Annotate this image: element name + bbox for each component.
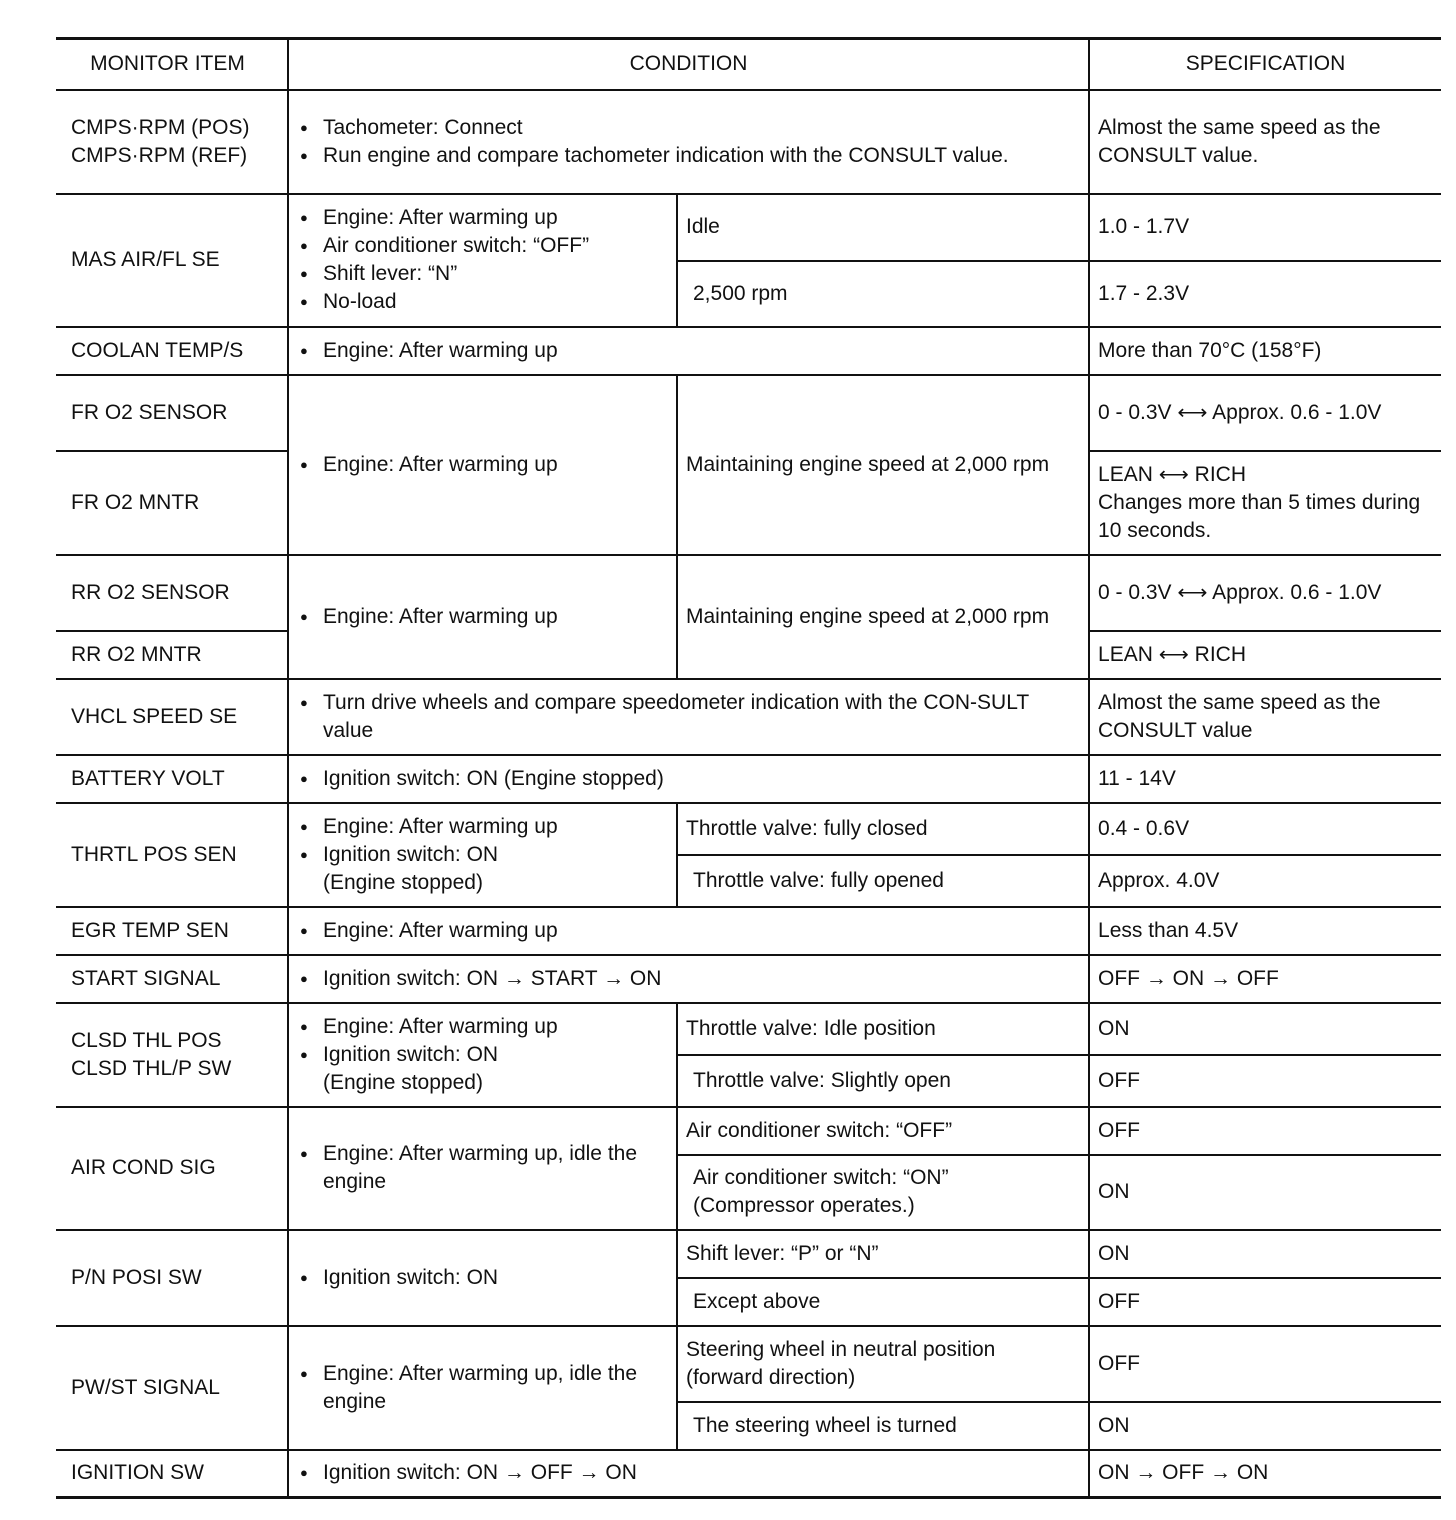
table-row bbox=[56, 1003, 1441, 1055]
monitor-item: IGNITION SW bbox=[56, 1450, 288, 1498]
monitor-item: CMPS·RPM (POS) CMPS·RPM (REF) bbox=[56, 90, 288, 194]
specification-cell: OFF bbox=[1089, 1278, 1441, 1326]
condition-bullet: ● Shift lever: “N” bbox=[297, 260, 668, 288]
specification-cell: 0.4 - 0.6V bbox=[1089, 803, 1441, 855]
monitor-item: CLSD THL POS CLSD THL/P SW bbox=[56, 1003, 288, 1107]
table-row bbox=[56, 375, 1441, 451]
condition-bullet: ● Engine: After warming up bbox=[297, 917, 1080, 945]
header-row bbox=[56, 39, 1441, 90]
sub-condition-cell: Throttle valve: fully opened bbox=[677, 855, 1089, 907]
table-row bbox=[56, 907, 1441, 955]
monitor-item: COOLAN TEMP/S bbox=[56, 327, 288, 375]
table-row bbox=[56, 679, 1441, 755]
specification-cell: OFF bbox=[1089, 1326, 1441, 1402]
condition-bullet: ● Engine: After warming up, idle the engine bbox=[297, 1360, 668, 1416]
sub-condition-cell: Throttle valve: Slightly open bbox=[677, 1055, 1089, 1107]
specification-cell: OFF bbox=[1089, 1107, 1441, 1155]
sub-condition-cell: Except above bbox=[677, 1278, 1089, 1326]
table-row bbox=[56, 1107, 1441, 1155]
sub-condition-cell: Throttle valve: fully closed bbox=[677, 803, 1089, 855]
condition-bullet: ● Ignition switch: ON → START → ON bbox=[297, 965, 1080, 993]
table-row bbox=[56, 1326, 1441, 1402]
sub-condition-cell: Throttle valve: Idle position bbox=[677, 1003, 1089, 1055]
sub-condition-cell: The steering wheel is turned bbox=[677, 1402, 1089, 1450]
monitor-spec-table bbox=[56, 37, 1441, 1499]
condition-bullet: ● Engine: After warming up bbox=[297, 813, 668, 841]
condition-cell bbox=[288, 327, 1089, 375]
sub-condition-cell: Idle bbox=[677, 194, 1089, 261]
monitor-item: BATTERY VOLT bbox=[56, 755, 288, 803]
condition-bullet: ● Engine: After warming up, idle the engine bbox=[297, 1140, 668, 1196]
condition-bullet: ● No-load bbox=[297, 288, 668, 316]
condition-bullet: ● Ignition switch: ON (Engine stopped) bbox=[297, 1041, 668, 1097]
condition-cell bbox=[288, 1003, 677, 1107]
condition-cell bbox=[288, 907, 1089, 955]
specification-cell: Less than 4.5V bbox=[1089, 907, 1441, 955]
condition-cell bbox=[288, 755, 1089, 803]
condition-bullet: ● Engine: After warming up bbox=[297, 337, 1080, 365]
table-row bbox=[56, 194, 1441, 261]
specification-cell: 0 - 0.3V ⟷ Approx. 0.6 - 1.0V bbox=[1089, 555, 1441, 631]
condition-cell bbox=[288, 1230, 677, 1326]
condition-bullet: ● Air conditioner switch: “OFF” bbox=[297, 232, 668, 260]
specification-cell: Almost the same speed as the CONSULT value. bbox=[1089, 90, 1441, 194]
table-row bbox=[56, 90, 1441, 194]
condition-cell bbox=[288, 1450, 1089, 1498]
specification-cell: ON bbox=[1089, 1402, 1441, 1450]
table-row bbox=[56, 755, 1441, 803]
condition-bullet: ● Engine: After warming up bbox=[297, 603, 668, 631]
condition-cell bbox=[288, 955, 1089, 1003]
monitor-item: RR O2 SENSOR bbox=[56, 555, 288, 631]
monitor-item: P/N POSI SW bbox=[56, 1230, 288, 1326]
specification-cell: More than 70°C (158°F) bbox=[1089, 327, 1441, 375]
specification-cell: 11 - 14V bbox=[1089, 755, 1441, 803]
monitor-item: START SIGNAL bbox=[56, 955, 288, 1003]
condition-bullet: ● Ignition switch: ON (Engine stopped) bbox=[297, 765, 1080, 793]
monitor-item: THRTL POS SEN bbox=[56, 803, 288, 907]
specification-cell: LEAN ⟷ RICH bbox=[1089, 631, 1441, 679]
condition-bullet: ● Ignition switch: ON (Engine stopped) bbox=[297, 841, 668, 897]
monitor-item: EGR TEMP SEN bbox=[56, 907, 288, 955]
table-row bbox=[56, 555, 1441, 631]
specification-cell: ON bbox=[1089, 1003, 1441, 1055]
condition-cell bbox=[288, 803, 677, 907]
specification-cell: Approx. 4.0V bbox=[1089, 855, 1441, 907]
condition-bullet: ● Run engine and compare tachometer indication with the CONSULT value. bbox=[297, 142, 1080, 170]
condition-bullet: ● Engine: After warming up bbox=[297, 451, 668, 479]
sub-condition-cell: Maintaining engine speed at 2,000 rpm bbox=[677, 375, 1089, 555]
specification-cell: LEAN ⟷ RICH Changes more than 5 times during 10 seconds. bbox=[1089, 451, 1441, 555]
sub-condition-cell: Air conditioner switch: “ON” (Compressor operates.) bbox=[677, 1155, 1089, 1230]
monitor-item: AIR COND SIG bbox=[56, 1107, 288, 1230]
specification-cell: 1.7 - 2.3V bbox=[1089, 261, 1441, 327]
sub-condition-cell: Maintaining engine speed at 2,000 rpm bbox=[677, 555, 1089, 679]
condition-cell bbox=[288, 1326, 677, 1450]
monitor-item: MAS AIR/FL SE bbox=[56, 194, 288, 327]
monitor-item: FR O2 MNTR bbox=[56, 451, 288, 555]
specification-cell: 0 - 0.3V ⟷ Approx. 0.6 - 1.0V bbox=[1089, 375, 1441, 451]
condition-bullet: ● Engine: After warming up bbox=[297, 1013, 668, 1041]
table-row bbox=[56, 955, 1441, 1003]
monitor-item: RR O2 MNTR bbox=[56, 631, 288, 679]
sub-condition-cell: Steering wheel in neutral position (forward direction) bbox=[677, 1326, 1089, 1402]
table-row bbox=[56, 327, 1441, 375]
condition-cell bbox=[288, 555, 677, 679]
sub-condition-cell: 2,500 rpm bbox=[677, 261, 1089, 327]
sub-condition-cell: Air conditioner switch: “OFF” bbox=[677, 1107, 1089, 1155]
condition-cell bbox=[288, 679, 1089, 755]
condition-bullet: ● Ignition switch: ON bbox=[297, 1264, 668, 1292]
condition-cell bbox=[288, 375, 677, 555]
condition-bullet: ● Engine: After warming up bbox=[297, 204, 668, 232]
condition-bullet: ● Ignition switch: ON → OFF → ON bbox=[297, 1459, 1080, 1487]
monitor-item: FR O2 SENSOR bbox=[56, 375, 288, 451]
specification-cell: ON bbox=[1089, 1155, 1441, 1230]
specification-cell: Almost the same speed as the CONSULT value bbox=[1089, 679, 1441, 755]
condition-cell bbox=[288, 90, 1089, 194]
condition-cell bbox=[288, 1107, 677, 1230]
specification-cell: OFF → ON → OFF bbox=[1089, 955, 1441, 1003]
specification-cell: OFF bbox=[1089, 1055, 1441, 1107]
monitor-item: PW/ST SIGNAL bbox=[56, 1326, 288, 1450]
specification-cell: ON bbox=[1089, 1230, 1441, 1278]
sub-condition-cell: Shift lever: “P” or “N” bbox=[677, 1230, 1089, 1278]
table-row bbox=[56, 1450, 1441, 1498]
monitor-item: VHCL SPEED SE bbox=[56, 679, 288, 755]
header-monitor-item: MONITOR ITEM bbox=[56, 39, 288, 90]
table-row bbox=[56, 803, 1441, 855]
table-row bbox=[56, 1230, 1441, 1278]
condition-bullet: ● Tachometer: Connect bbox=[297, 114, 1080, 142]
condition-cell bbox=[288, 194, 677, 327]
specification-cell: ON → OFF → ON bbox=[1089, 1450, 1441, 1498]
condition-bullet: ● Turn drive wheels and compare speedometer indication with the CON-SULT value bbox=[297, 689, 1080, 745]
header-specification: SPECIFICATION bbox=[1089, 39, 1441, 90]
header-condition: CONDITION bbox=[288, 39, 1089, 90]
specification-cell: 1.0 - 1.7V bbox=[1089, 194, 1441, 261]
